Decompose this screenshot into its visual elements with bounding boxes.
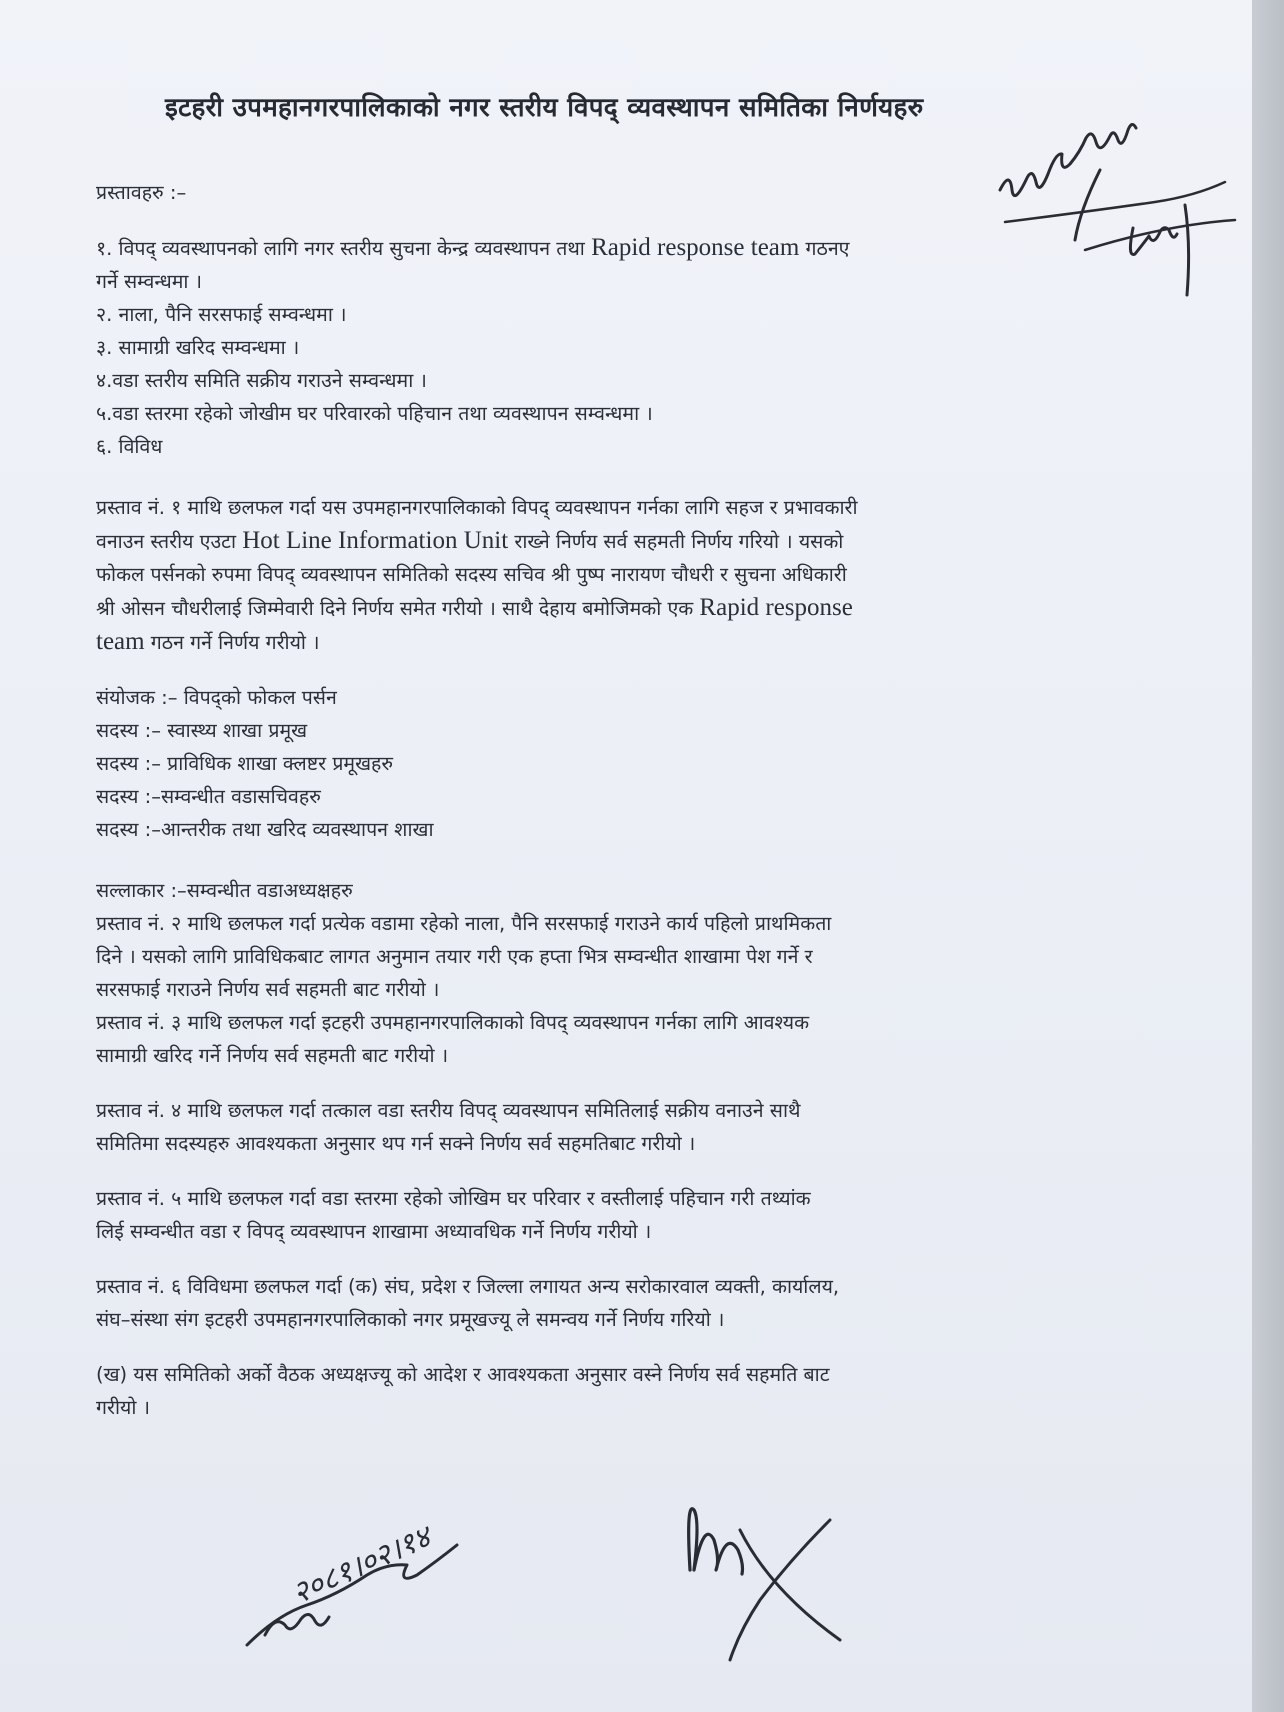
proposal-item: १. विपद् व्यवस्थापनको लागि नगर स्तरीय सुचना केन्द्र व्यवस्थापन तथा Rapid response team गठनए [96,234,850,261]
decision-6 [96,1270,1126,1336]
decision-line: प्रस्ताव नं. ४ माथि छलफल गर्दा तत्काल वडा स्तरीय विपद् व्यवस्थापन समितिलाई सक्रीय वनाउने साथै [96,1099,801,1122]
proposal-item: ५.वडा स्तरमा रहेको जोखीम घर परिवारको पहिचान तथा व्यवस्थापन सम्वन्धमा । [96,402,653,425]
team-member: संयोजक :– विपद्को फोकल पर्सन [96,686,337,709]
decision-line: प्रस्ताव नं. १ माथि छलफल गर्दा यस उपमहानगरपालिकाको विपद् व्यवस्थापन गर्नका लागि सहज र प्रभावकारी [96,496,858,519]
team-list [96,681,1126,846]
team-member: सदस्य :– प्राविधिक शाखा क्लष्टर प्रमूखहरु [96,752,394,775]
decision-line: प्रस्ताव नं. ६ विविधमा छलफल गर्दा (क) संघ, प्रदेश र जिल्ला लगायत अन्य सरोकारवाल व्यक्ती, कार्यालय, [96,1275,840,1298]
document-body [96,176,1126,1424]
proposal-item: गर्ने सम्वन्धमा । [96,270,203,293]
decision-3 [96,1006,1126,1072]
decision-line: वनाउन स्तरीय एउटा Hot Line Information Unit राख्ने निर्णय सर्व सहमती निर्णय गरियो । यसको [96,527,844,554]
proposal-list [96,231,1126,463]
handwritten-date: २०८१।०२।१४ [287,1519,437,1612]
team-member: सदस्य :–आन्तरीक तथा खरिद व्यवस्थापन शाखा [96,818,434,841]
decision-1 [96,491,1126,659]
proposals-heading: प्रस्तावहरु :– [96,181,187,204]
decision-7 [96,1358,1126,1424]
proposal-item: ६. विविध [96,435,163,458]
decision-line: (ख) यस समितिको अर्को वैठक अध्यक्षज्यू को आदेश र आवश्यकता अनुसार वस्ने निर्णय सर्व सहमति बाट [96,1363,830,1386]
decision-line: लिई सम्वन्धीत वडा र विपद् व्यवस्थापन शाखामा अध्यावधिक गर्ने निर्णय गरीयो । [96,1220,652,1243]
proposal-item: २. नाला, पैनि सरसफाई सम्वन्धमा । [96,303,347,326]
decision-line: सरसफाई गराउने निर्णय सर्व सहमती बाट गरीयो । [96,978,440,1001]
document-title: इटहरी उपमहानगरपालिकाको नगर स्तरीय विपद् व्यवस्थापन समितिका निर्णयहरु [165,93,924,123]
decision-2 [96,907,1126,1006]
team-member: सदस्य :–सम्वन्धीत वडासचिवहरु [96,785,321,808]
decision-line: दिने । यसको लागि प्राविधिकबाट लागत अनुमान तयार गरी एक हप्ता भित्र सम्वन्धीत शाखामा पेश गर्ने र [96,945,813,968]
decision-4 [96,1094,1126,1160]
decision-line: प्रस्ताव नं. ३ माथि छलफल गर्दा इटहरी उपमहानगरपालिकाको विपद् व्यवस्थापन गर्नका लागि आवश्यक [96,1011,810,1034]
decision-line: गरीयो । [96,1396,150,1419]
decision-line: team गठन गर्ने निर्णय गरीयो । [96,628,320,655]
decision-line: संघ–संस्था संग इटहरी उपमहानगरपालिकाको नगर प्रमूखज्यू ले समन्वय गर्ने निर्णय गरियो । [96,1308,725,1331]
decision-line: प्रस्ताव नं. २ माथि छलफल गर्दा प्रत्येक वडामा रहेको नाला, पैनि सरसफाई गराउने कार्य पहिलो प्राथमिकता [96,912,832,935]
decision-line: समितिमा सदस्यहरु आवश्यकता अनुसार थप गर्न सक्ने निर्णय सर्व सहमतिबाट गरीयो । [96,1132,696,1155]
advisor: सल्लाकार :–सम्वन्धीत वडाअध्यक्षहरु [96,879,353,902]
decision-line: सामाग्री खरिद गर्ने निर्णय सर्व सहमती बाट गरीयो । [96,1044,449,1067]
background-edge [1252,0,1284,1712]
team-member: सदस्य :– स्वास्थ्य शाखा प्रमूख [96,719,308,742]
decision-5 [96,1182,1126,1248]
signature-bottom-center [670,1490,860,1670]
decision-line: फोकल पर्सनको रुपमा विपद् व्यवस्थापन समितिको सदस्य सचिव श्री पुष्प नारायण चौधरी र सुचना अधिकारी [96,563,847,586]
decision-line: श्री ओसन चौधरीलाई जिम्मेवारी दिने निर्णय समेत गरीयो । साथै देहाय बमोजिमको एक Rapid response [96,594,853,621]
proposal-item: ४.वडा स्तरीय समिति सक्रीय गराउने सम्वन्धमा । [96,369,427,392]
proposal-item: ३. सामाग्री खरिद सम्वन्धमा । [96,336,300,359]
decision-line: प्रस्ताव नं. ५ माथि छलफल गर्दा वडा स्तरमा रहेको जोखिम घर परिवार र वस्तीलाई पहिचान गरी तथ्यांक [96,1187,811,1210]
